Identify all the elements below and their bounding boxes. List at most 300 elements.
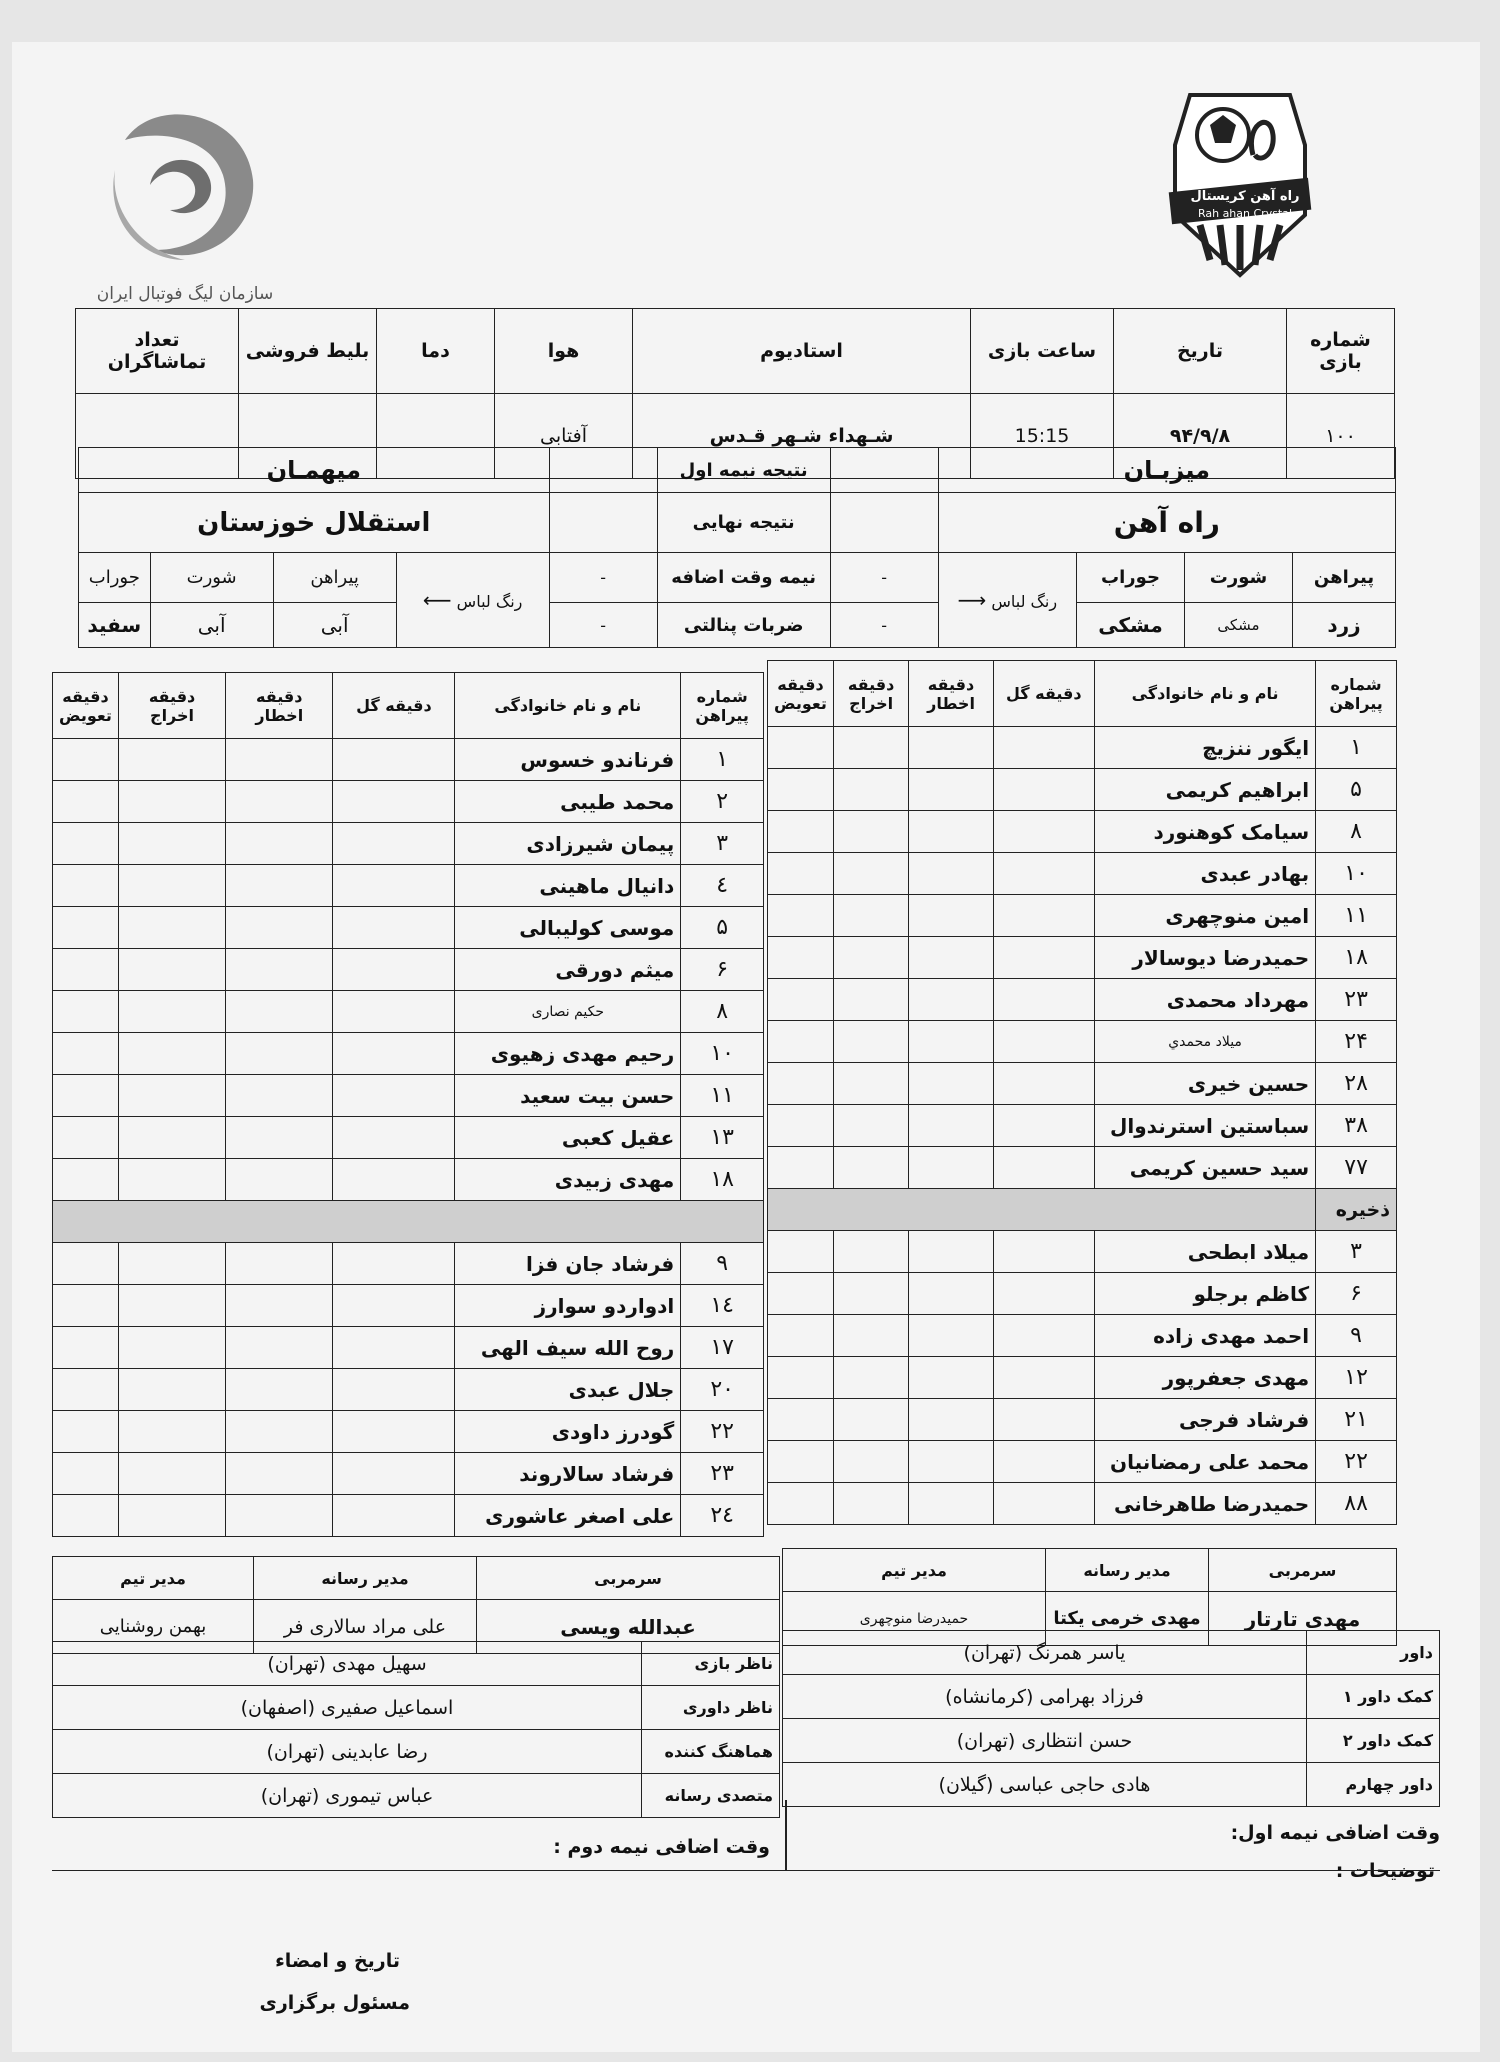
sub-minute-cell[interactable] (53, 1411, 119, 1453)
official-row (783, 1763, 1440, 1807)
player-row (768, 937, 1397, 979)
goal-minute-cell[interactable] (993, 1315, 1094, 1357)
col-name: نام و نام خانوادگی (1094, 661, 1315, 727)
league-swirl-icon (95, 100, 275, 280)
guest-kit-shirt-label: پیراهن (273, 553, 396, 603)
host-media: مهدی خرمی یکتا (1046, 1592, 1209, 1646)
sub-minute-cell[interactable] (768, 1021, 834, 1063)
official-row (783, 1631, 1440, 1675)
goal-minute-cell[interactable] (993, 1231, 1094, 1273)
goal-minute-cell[interactable] (993, 727, 1094, 769)
extra-second-half: وقت اضافی نیمه دوم : (553, 1836, 770, 1858)
off-minute-cell[interactable] (118, 1075, 225, 1117)
warn-minute-cell[interactable] (226, 1159, 333, 1201)
off-minute-cell[interactable] (118, 739, 225, 781)
coach-label: سرمربی (477, 1557, 780, 1600)
warn-minute-cell[interactable] (909, 1105, 993, 1147)
host-kit-shorts-label: شورت (1185, 553, 1293, 603)
off-minute-cell[interactable] (118, 1453, 225, 1495)
sub-minute-cell[interactable] (53, 1117, 119, 1159)
off-minute-cell[interactable] (118, 1033, 225, 1075)
host-name: راه آهن (938, 493, 1395, 553)
player-row (768, 1021, 1397, 1063)
warn-minute-cell[interactable] (226, 1075, 333, 1117)
warn-minute-cell[interactable] (226, 907, 333, 949)
goal-minute-cell[interactable] (333, 1075, 455, 1117)
off-minute-cell[interactable] (833, 1231, 908, 1273)
warn-minute-cell[interactable] (909, 1147, 993, 1189)
player-row (53, 1411, 764, 1453)
off-minute-cell[interactable] (833, 1441, 908, 1483)
role-label: هماهنگ کننده (642, 1730, 780, 1774)
warn-minute-cell[interactable] (909, 727, 993, 769)
player-row (768, 1147, 1397, 1189)
final-label: نتیجه نهایی (657, 493, 830, 553)
official-name: اسماعیل صفیری (اصفهان) (53, 1686, 642, 1730)
player-row (768, 1399, 1397, 1441)
player-row (53, 1453, 764, 1495)
goal-minute-cell[interactable] (333, 823, 455, 865)
goal-minute-cell[interactable] (993, 1021, 1094, 1063)
player-name: سباستین استرندوال (1094, 1105, 1315, 1147)
off-minute-cell[interactable] (118, 1117, 225, 1159)
sub-minute-cell[interactable] (768, 769, 834, 811)
arrow-left-icon: ⟶ (957, 588, 987, 612)
sub-minute-cell[interactable] (768, 853, 834, 895)
guest-reserves (53, 1243, 764, 1537)
warn-minute-cell[interactable] (909, 895, 993, 937)
guest-kit-socks: سفید (79, 603, 151, 648)
shirt-number: ۲۳ (681, 1453, 764, 1495)
warn-minute-cell[interactable] (226, 823, 333, 865)
warn-minute-cell[interactable] (226, 1369, 333, 1411)
sub-minute-cell[interactable] (768, 1441, 834, 1483)
warn-minute-cell[interactable] (909, 1483, 993, 1525)
sub-minute-cell[interactable] (53, 1327, 119, 1369)
sub-minute-cell[interactable] (53, 739, 119, 781)
player-name: حسن بیت سعید (455, 1075, 681, 1117)
shirt-number: ۱۰ (1316, 853, 1397, 895)
player-row (53, 907, 764, 949)
player-name: فرشاد جان فزا (455, 1243, 681, 1285)
player-name: حسین خیری (1094, 1063, 1315, 1105)
player-name: سیامک کوهنورد (1094, 811, 1315, 853)
spectators-label: تعداد تماشاگران (76, 309, 239, 394)
reserve-label: ذخیره (1316, 1189, 1397, 1231)
sub-minute-cell[interactable] (768, 937, 834, 979)
divider (785, 1800, 787, 1870)
sub-minute-cell[interactable] (53, 865, 119, 907)
match-no-label: شماره بازی (1287, 309, 1395, 394)
official-row (783, 1719, 1440, 1763)
host-kit-shirt-label: پیراهن (1293, 553, 1396, 603)
off-minute-cell[interactable] (118, 907, 225, 949)
temp-label: دما (377, 309, 495, 394)
official-name: رضا عابدینی (تهران) (53, 1730, 642, 1774)
guest-extra-score: - (549, 553, 657, 603)
coach-label: سرمربی (1209, 1549, 1397, 1592)
off-minute-cell[interactable] (118, 781, 225, 823)
sub-minute-cell[interactable] (53, 1453, 119, 1495)
col-warn: دقیقه اخطار (226, 673, 333, 739)
player-row (53, 1495, 764, 1537)
off-minute-cell[interactable] (118, 1411, 225, 1453)
warn-minute-cell[interactable] (226, 1327, 333, 1369)
shirt-number: ۸۸ (1316, 1483, 1397, 1525)
host-kit-label: رنگ لباس (991, 592, 1058, 611)
warn-minute-cell[interactable] (909, 1357, 993, 1399)
warn-minute-cell[interactable] (226, 865, 333, 907)
crest-name-en: Rah ahan Crystal (1197, 207, 1293, 220)
crest-name-fa: راه آهن کریستال (1190, 189, 1300, 204)
sub-minute-cell[interactable] (53, 1075, 119, 1117)
teams-table (78, 447, 1396, 648)
warn-minute-cell[interactable] (909, 979, 993, 1021)
warn-minute-cell[interactable] (226, 739, 333, 781)
off-minute-cell[interactable] (118, 991, 225, 1033)
guest-coach: عبدالله ویسی (477, 1600, 780, 1654)
player-name: گودرز داودی (455, 1411, 681, 1453)
official-name: هادی حاجی عباسی (گیلان) (783, 1763, 1307, 1807)
col-sub: دقیقه تعویض (768, 661, 834, 727)
official-name: حسن انتظاری (تهران) (783, 1719, 1307, 1763)
off-minute-cell[interactable] (833, 937, 908, 979)
player-row (53, 1327, 764, 1369)
warn-minute-cell[interactable] (909, 1273, 993, 1315)
goal-minute-cell[interactable] (333, 991, 455, 1033)
player-name: موسی کولیبالی (455, 907, 681, 949)
player-row (53, 823, 764, 865)
host-kit-socks: مشکی (1077, 603, 1185, 648)
shirt-number: ۱۲ (1316, 1357, 1397, 1399)
shirt-number: ٤ (681, 865, 764, 907)
goal-minute-cell[interactable] (993, 1441, 1094, 1483)
col-name: نام و نام خانوادگی (455, 673, 681, 739)
referees-table (782, 1630, 1440, 1807)
player-row (768, 1441, 1397, 1483)
warn-minute-cell[interactable] (909, 937, 993, 979)
official-row (783, 1675, 1440, 1719)
official-row (53, 1774, 780, 1818)
official-name: عباس تیموری (تهران) (53, 1774, 642, 1818)
player-name: ایگور ننزیچ (1094, 727, 1315, 769)
guest-kit-pointer (396, 553, 549, 648)
sub-minute-cell[interactable] (768, 895, 834, 937)
sub-minute-cell[interactable] (53, 1159, 119, 1201)
sub-minute-cell[interactable] (768, 811, 834, 853)
off-minute-cell[interactable] (833, 1315, 908, 1357)
goal-minute-cell[interactable] (993, 1105, 1094, 1147)
guest-media: علی مراد سالاری فر (254, 1600, 477, 1654)
player-name: عقیل کعبی (455, 1117, 681, 1159)
off-minute-cell[interactable] (118, 1327, 225, 1369)
player-row (768, 769, 1397, 811)
player-row (768, 1231, 1397, 1273)
goal-minute-cell[interactable] (993, 769, 1094, 811)
sub-minute-cell[interactable] (768, 1063, 834, 1105)
shirt-number: ۲۱ (1316, 1399, 1397, 1441)
shirt-number: ۲۰ (681, 1369, 764, 1411)
shirt-number: ۲۲ (1316, 1441, 1397, 1483)
off-minute-cell[interactable] (833, 979, 908, 1021)
sub-minute-cell[interactable] (53, 1243, 119, 1285)
host-penalty-score: - (830, 603, 938, 648)
player-row (768, 853, 1397, 895)
off-minute-cell[interactable] (118, 1495, 225, 1537)
player-name: میثم دورقی (455, 949, 681, 991)
penalty-label: ضربات پنالتی (657, 603, 830, 648)
warn-minute-cell[interactable] (226, 781, 333, 823)
shirt-number: ۱۰ (681, 1033, 764, 1075)
shirt-number: ۲۴ (1316, 1021, 1397, 1063)
player-row (53, 1075, 764, 1117)
date-value: ۹۴/۹/۸ (1114, 394, 1287, 479)
guest-lineup-table (52, 672, 764, 1537)
player-name: حمیدرضا دیوسالار (1094, 937, 1315, 979)
guest-name: استقلال خوزستان (79, 493, 550, 553)
off-minute-cell[interactable] (833, 895, 908, 937)
sub-minute-cell[interactable] (53, 907, 119, 949)
goal-minute-cell[interactable] (333, 949, 455, 991)
off-minute-cell[interactable] (118, 865, 225, 907)
off-minute-cell[interactable] (833, 1483, 908, 1525)
off-minute-cell[interactable] (833, 769, 908, 811)
host-coach: مهدی تارتار (1209, 1592, 1397, 1646)
off-minute-cell[interactable] (833, 1105, 908, 1147)
goal-minute-cell[interactable] (333, 1033, 455, 1075)
goal-minute-cell[interactable] (333, 1369, 455, 1411)
player-row (768, 1063, 1397, 1105)
shirt-number: ۲۲ (681, 1411, 764, 1453)
player-row (768, 727, 1397, 769)
warn-minute-cell[interactable] (909, 1399, 993, 1441)
goal-minute-cell[interactable] (333, 1411, 455, 1453)
sub-minute-cell[interactable] (768, 727, 834, 769)
extra-first-half: وقت اضافی نیمه اول: (1230, 1822, 1440, 1844)
guest-manager: بهمن روشنایی (53, 1600, 254, 1654)
player-row (53, 1117, 764, 1159)
guest-penalty-score: - (549, 603, 657, 648)
player-name: سید حسین کریمی (1094, 1147, 1315, 1189)
shirt-number: ۷۷ (1316, 1147, 1397, 1189)
goal-minute-cell[interactable] (333, 1495, 455, 1537)
off-minute-cell[interactable] (833, 1063, 908, 1105)
off-minute-cell[interactable] (118, 1285, 225, 1327)
goal-minute-cell[interactable] (993, 895, 1094, 937)
player-row (53, 1285, 764, 1327)
weather-value: آفتابی (495, 394, 633, 479)
off-minute-cell[interactable] (833, 1147, 908, 1189)
warn-minute-cell[interactable] (226, 1243, 333, 1285)
shirt-number: ۲ (681, 781, 764, 823)
off-minute-cell[interactable] (833, 1021, 908, 1063)
weather-label: هوا (495, 309, 633, 394)
sub-minute-cell[interactable] (768, 1231, 834, 1273)
notes-label: توضیحات : (1335, 1860, 1435, 1882)
sub-minute-cell[interactable] (53, 823, 119, 865)
off-minute-cell[interactable] (833, 853, 908, 895)
goal-minute-cell[interactable] (333, 1159, 455, 1201)
goal-minute-cell[interactable] (993, 1273, 1094, 1315)
guest-label: میهمـان (79, 448, 550, 493)
off-minute-cell[interactable] (118, 949, 225, 991)
guest-staff-table (52, 1556, 780, 1654)
role-label: ناظر بازی (642, 1642, 780, 1686)
shirt-number: ۳ (681, 823, 764, 865)
sub-minute-cell[interactable] (768, 1147, 834, 1189)
role-label: ناظر داوری (642, 1686, 780, 1730)
shirt-number: ۵ (681, 907, 764, 949)
goal-minute-cell[interactable] (333, 1285, 455, 1327)
host-kit-pointer (938, 553, 1076, 648)
goal-minute-cell[interactable] (333, 1243, 455, 1285)
player-name: دانیال ماهینی (455, 865, 681, 907)
shirt-number: ۱۳ (681, 1117, 764, 1159)
shirt-number: ۱۸ (681, 1159, 764, 1201)
media-label: مدیر رسانه (1046, 1549, 1209, 1592)
player-row (768, 1105, 1397, 1147)
warn-minute-cell[interactable] (909, 853, 993, 895)
off-minute-cell[interactable] (118, 1369, 225, 1411)
warn-minute-cell[interactable] (226, 1285, 333, 1327)
shirt-number: ۹ (681, 1243, 764, 1285)
off-minute-cell[interactable] (118, 823, 225, 865)
off-minute-cell[interactable] (833, 811, 908, 853)
goal-minute-cell[interactable] (993, 1399, 1094, 1441)
league-caption: سازمان لیگ فوتبال ایران (96, 284, 274, 304)
host-final-score (830, 493, 938, 553)
off-minute-cell[interactable] (118, 1243, 225, 1285)
sub-minute-cell[interactable] (768, 1483, 834, 1525)
goal-minute-cell[interactable] (993, 853, 1094, 895)
player-row (768, 895, 1397, 937)
warn-minute-cell[interactable] (226, 991, 333, 1033)
divider (52, 1870, 1440, 1871)
goal-minute-cell[interactable] (993, 1483, 1094, 1525)
warn-minute-cell[interactable] (909, 811, 993, 853)
arrow-left-icon: ⟵ (422, 588, 452, 612)
player-name: فرناندو خسوس (455, 739, 681, 781)
sub-minute-cell[interactable] (768, 1357, 834, 1399)
sub-minute-cell[interactable] (53, 1285, 119, 1327)
player-row (53, 865, 764, 907)
shirt-number: ۶ (1316, 1273, 1397, 1315)
goal-minute-cell[interactable] (333, 739, 455, 781)
reserve-row (768, 1189, 1397, 1231)
shirt-number: ۱ (1316, 727, 1397, 769)
sub-minute-cell[interactable] (768, 1315, 834, 1357)
sub-minute-cell[interactable] (768, 1399, 834, 1441)
host-extra-score: - (830, 553, 938, 603)
warn-minute-cell[interactable] (909, 769, 993, 811)
host-kit-shorts: مشکی (1185, 603, 1293, 648)
goal-minute-cell[interactable] (333, 865, 455, 907)
player-row (768, 1273, 1397, 1315)
warn-minute-cell[interactable] (226, 1117, 333, 1159)
sub-minute-cell[interactable] (53, 991, 119, 1033)
warn-minute-cell[interactable] (226, 1033, 333, 1075)
player-row (53, 991, 764, 1033)
player-name: ابراهیم کریمی (1094, 769, 1315, 811)
off-minute-cell[interactable] (118, 1159, 225, 1201)
player-name: محمد طیبی (455, 781, 681, 823)
host-first-half-score (830, 448, 938, 493)
warn-minute-cell[interactable] (909, 1315, 993, 1357)
guest-kit-shirt: آبی (273, 603, 396, 648)
goal-minute-cell[interactable] (333, 1327, 455, 1369)
warn-minute-cell[interactable] (909, 1231, 993, 1273)
host-kit-shirt: زرد (1293, 603, 1396, 648)
player-name: روح الله سیف الهی (455, 1327, 681, 1369)
shirt-number: ۹ (1316, 1315, 1397, 1357)
player-row (53, 781, 764, 823)
sub-minute-cell[interactable] (53, 1495, 119, 1537)
player-name: امین منوچهری (1094, 895, 1315, 937)
role-label: داور (1307, 1631, 1440, 1675)
off-minute-cell[interactable] (833, 1273, 908, 1315)
off-minute-cell[interactable] (833, 1357, 908, 1399)
goal-minute-cell[interactable] (993, 937, 1094, 979)
guest-first-half-score (549, 448, 657, 493)
warn-minute-cell[interactable] (226, 1453, 333, 1495)
media-label: مدیر رسانه (254, 1557, 477, 1600)
sub-minute-cell[interactable] (53, 949, 119, 991)
shirt-number: ۲٤ (681, 1495, 764, 1537)
goal-minute-cell[interactable] (333, 907, 455, 949)
goal-minute-cell[interactable] (993, 1147, 1094, 1189)
official-name: فرزاد بهرامی (کرمانشاه) (783, 1675, 1307, 1719)
col-sub: دقیقه تعویض (53, 673, 119, 739)
goal-minute-cell[interactable] (993, 811, 1094, 853)
sub-minute-cell[interactable] (768, 979, 834, 1021)
guest-kit-shorts-label: شورت (150, 553, 273, 603)
player-name: کاظم برجلو (1094, 1273, 1315, 1315)
col-goal: دقیقه گل (333, 673, 455, 739)
shirt-number: ۱۱ (1316, 895, 1397, 937)
warn-minute-cell[interactable] (226, 949, 333, 991)
off-minute-cell[interactable] (833, 727, 908, 769)
reserve-row (53, 1201, 764, 1243)
goal-minute-cell[interactable] (993, 1063, 1094, 1105)
goal-minute-cell[interactable] (333, 1117, 455, 1159)
warn-minute-cell[interactable] (909, 1441, 993, 1483)
player-row (53, 1369, 764, 1411)
goal-minute-cell[interactable] (333, 781, 455, 823)
warn-minute-cell[interactable] (226, 1495, 333, 1537)
sub-minute-cell[interactable] (53, 1033, 119, 1075)
host-starters (768, 727, 1397, 1189)
player-row (768, 1357, 1397, 1399)
sub-minute-cell[interactable] (53, 781, 119, 823)
goal-minute-cell[interactable] (333, 1453, 455, 1495)
sub-minute-cell[interactable] (768, 1105, 834, 1147)
col-no: شماره پیراهن (1316, 661, 1397, 727)
player-name: مهدی زبیدی (455, 1159, 681, 1201)
league-logo (95, 100, 275, 315)
player-name: میلاد ابطحی (1094, 1231, 1315, 1273)
off-minute-cell[interactable] (833, 1399, 908, 1441)
sub-minute-cell[interactable] (53, 1369, 119, 1411)
goal-minute-cell[interactable] (993, 979, 1094, 1021)
goal-minute-cell[interactable] (993, 1357, 1094, 1399)
warn-minute-cell[interactable] (909, 1063, 993, 1105)
warn-minute-cell[interactable] (226, 1411, 333, 1453)
role-label: کمک داور ۲ (1307, 1719, 1440, 1763)
warn-minute-cell[interactable] (909, 1021, 993, 1063)
shirt-number: ۱۷ (681, 1327, 764, 1369)
shirt-number: ۲۳ (1316, 979, 1397, 1021)
sub-minute-cell[interactable] (768, 1273, 834, 1315)
